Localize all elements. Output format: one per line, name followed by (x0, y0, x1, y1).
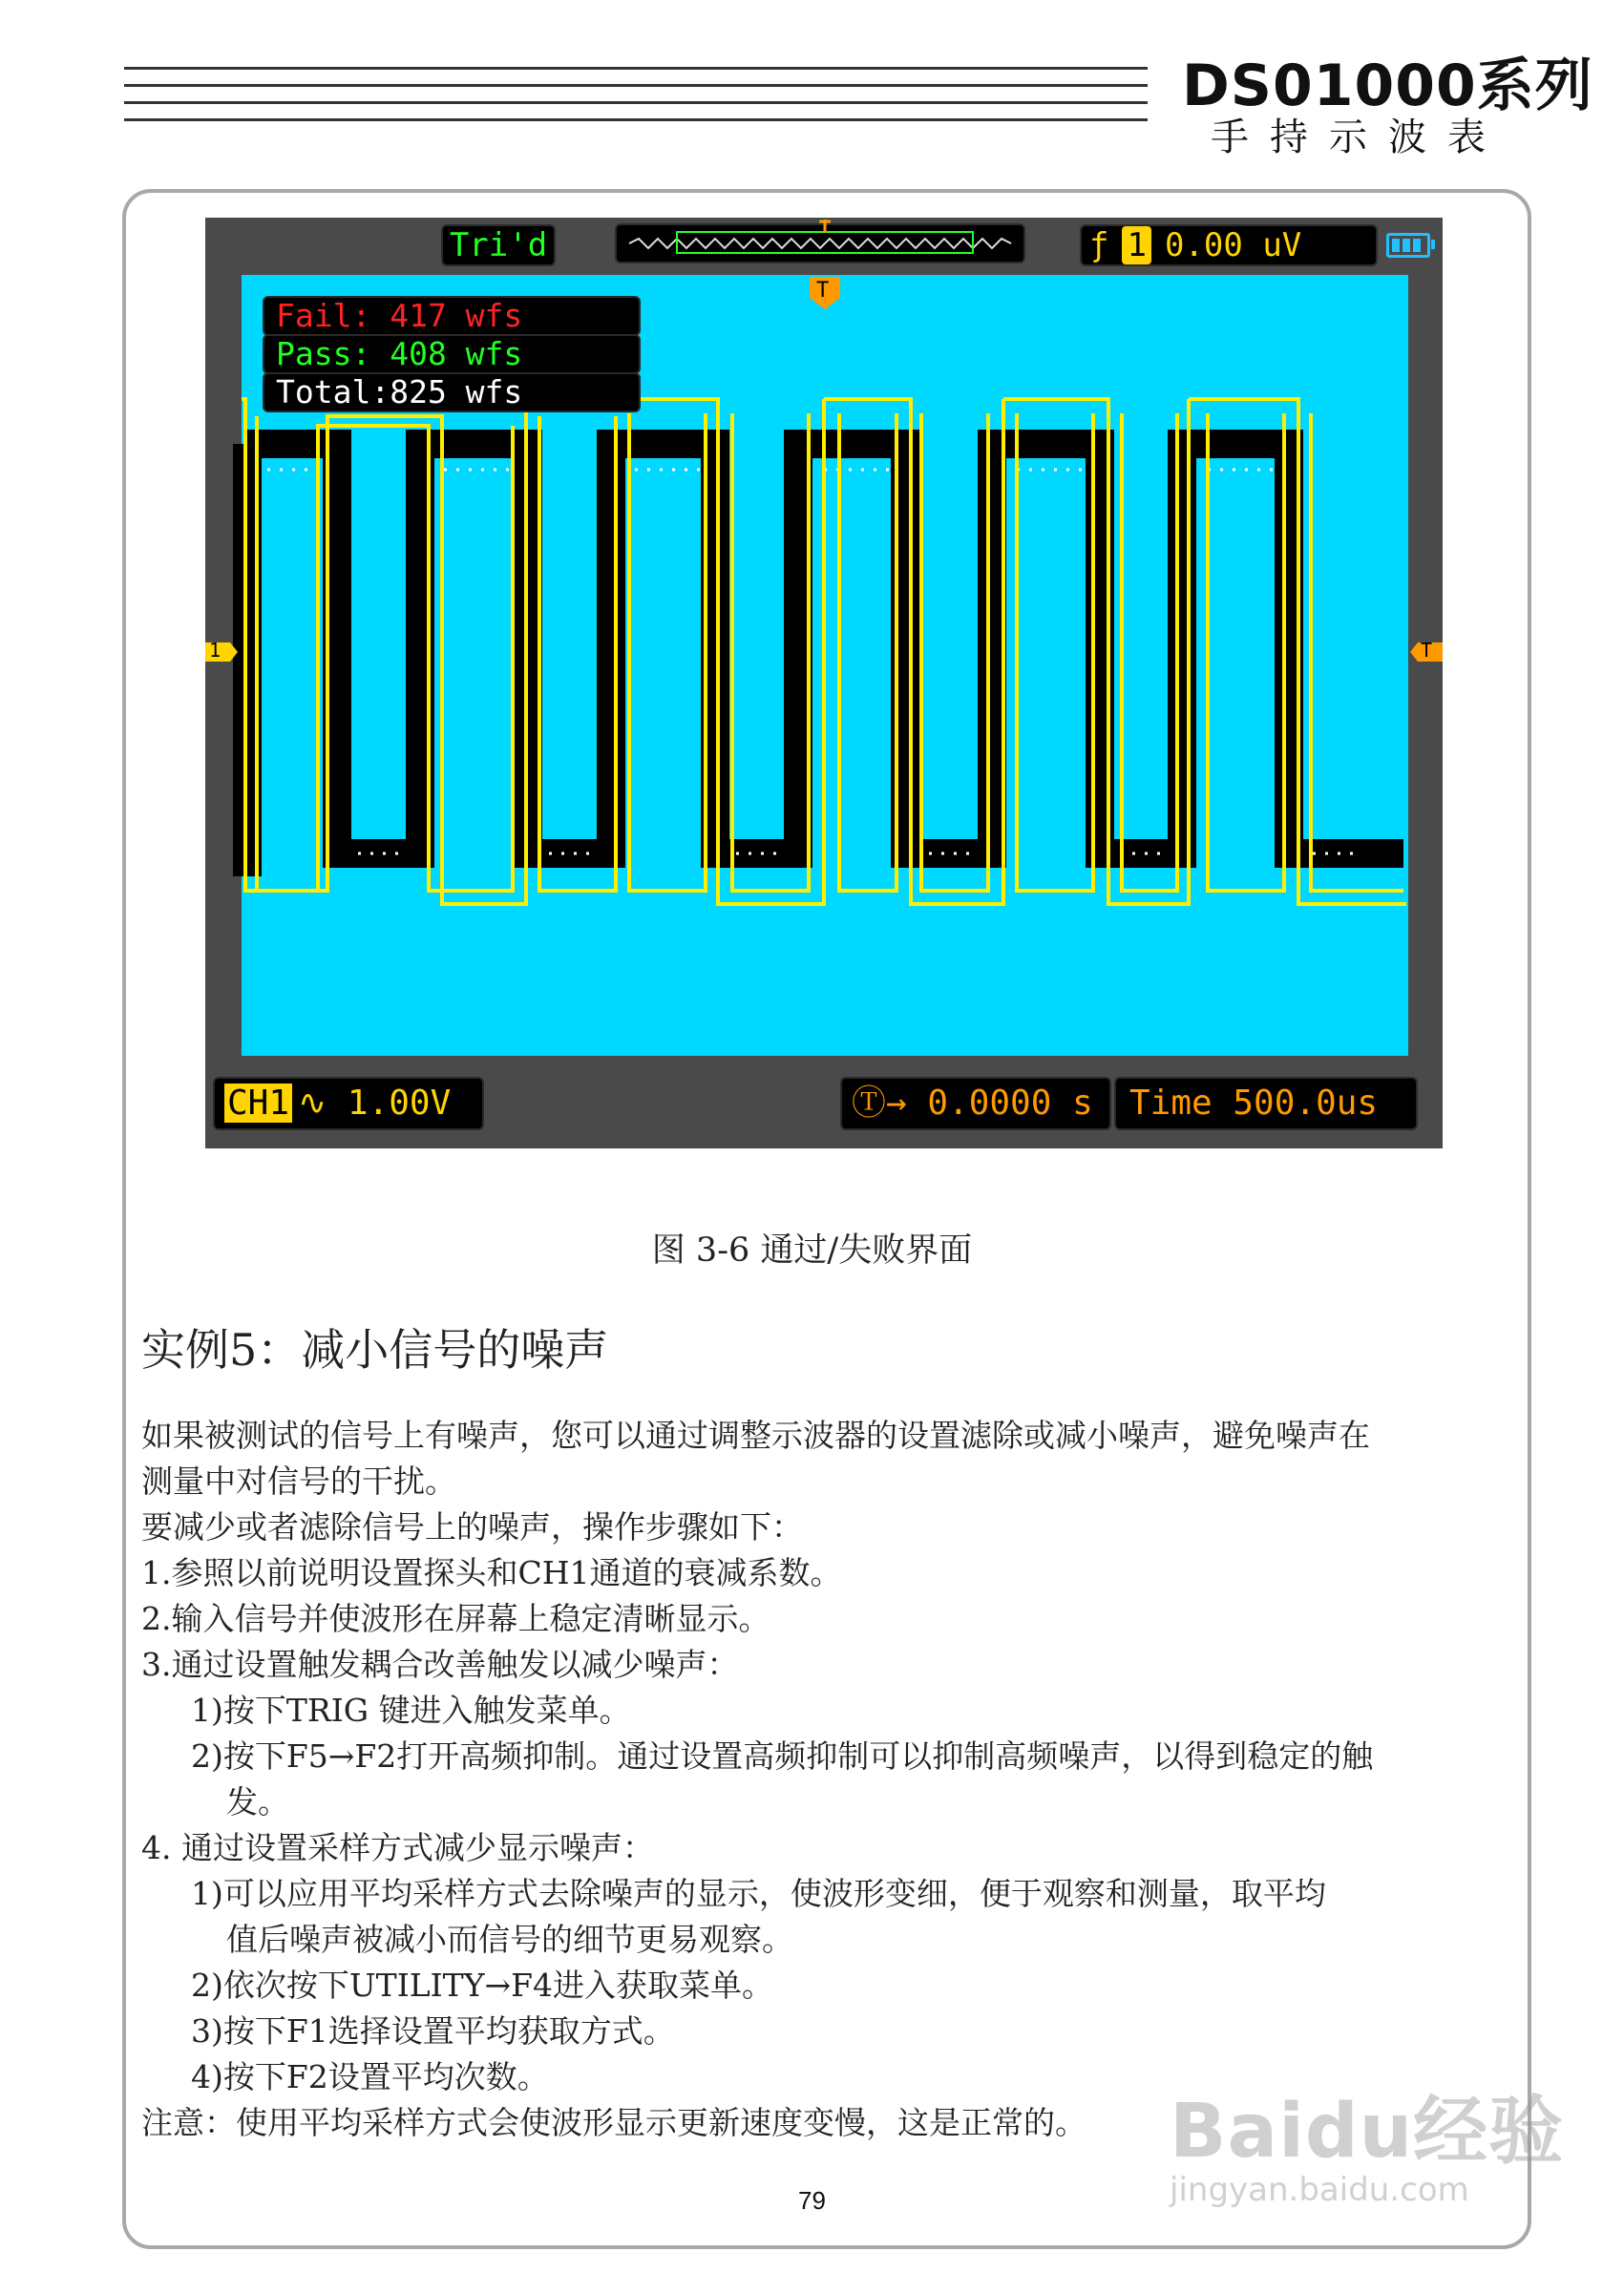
trigger-position-readout (840, 1077, 1111, 1130)
step-4-3: 3)按下F1选择设置平均获取方式。 (191, 2012, 675, 2050)
ch1-scale-value: ∿ 1.00V (298, 1084, 452, 1123)
trigger-level-value: 0.00 uV (1164, 226, 1302, 264)
step-4-2: 2)依次按下UTILITY→F4进入获取菜单。 (191, 1967, 774, 2004)
trigger-position-value: 0.0000 s (927, 1084, 1093, 1123)
paragraph-line: 要减少或者滤除信号上的噪声，操作步骤如下： (141, 1508, 803, 1546)
pass-count: Pass: 408 wfs (263, 334, 641, 374)
header-rule-lines (124, 67, 1148, 136)
trigger-edge-icon: ƒ (1089, 226, 1109, 264)
figure-caption: 图 3-6 通过/失败界面 (651, 1231, 973, 1270)
page-number: 79 (798, 2186, 826, 2215)
step-3: 3.通过设置触发耦合改善触发以减少噪声： (141, 1646, 739, 1683)
trigger-level-marker-label: T (1421, 639, 1433, 662)
trigger-status: Tri'd (441, 224, 556, 266)
section-title: 实例5：减小信号的噪声 (141, 1324, 609, 1376)
step-3-2: 2)按下F5→F2打开高频抑制。通过设置高频抑制可以抑制高频噪声，以得到稳定的触 (191, 1737, 1374, 1775)
fail-count: Fail: 417 wfs (263, 296, 641, 336)
step-4-1-cont: 值后噪声被减小而信号的细节更易观察。 (226, 1921, 793, 1958)
step-4-1: 1)可以应用平均采样方式去除噪声的显示，使波形变细，便于观察和测量，取平均 (191, 1875, 1326, 1912)
trigger-channel-badge: 1 (1122, 226, 1150, 264)
ch1-scale-readout (213, 1077, 484, 1130)
step-2: 2.输入信号并使波形在屏幕上稳定清晰显示。 (141, 1600, 770, 1637)
paragraph-line: 测量中对信号的干扰。 (141, 1463, 456, 1500)
total-count: Total:825 wfs (263, 372, 641, 412)
ch1-tag: CH1 (224, 1084, 292, 1123)
paragraph-line: 如果被测试的信号上有噪声，您可以通过调整示波器的设置滤除或减小噪声，避免噪声在 (141, 1417, 1370, 1454)
header-model: DS01000系列 (1182, 53, 1593, 119)
oscilloscope-screen (205, 218, 1443, 1148)
header-subtitle: 手持示波表 (1211, 116, 1507, 159)
step-4: 4. 通过设置采样方式减少显示噪声： (141, 1829, 654, 1866)
watermark-url: jingyan.baidu.com (1170, 2171, 1469, 2209)
ch1-marker-label: 1 (209, 639, 221, 662)
step-1: 1.参照以前说明设置探头和CH1通道的衰减系数。 (141, 1554, 842, 1591)
trigger-arrow-icon: Ⓣ→ (852, 1084, 928, 1123)
watermark-brand: Baidu经验 (1170, 2089, 1565, 2175)
step-4-4: 4)按下F2设置平均次数。 (191, 2058, 549, 2095)
trigger-position-marker-label: T (816, 279, 830, 303)
battery-icon (1386, 233, 1430, 258)
timebase-readout: Time 500.0us (1114, 1077, 1418, 1130)
step-3-2-cont: 发。 (226, 1783, 289, 1821)
note: 注意：使用平均采样方式会使波形显示更新速度变慢，这是正常的。 (141, 2104, 1086, 2141)
trigger-readout (1080, 224, 1378, 266)
baidu-watermark (1170, 2072, 1564, 2209)
step-3-1: 1)按下TRIG 键进入触发菜单。 (191, 1692, 631, 1729)
